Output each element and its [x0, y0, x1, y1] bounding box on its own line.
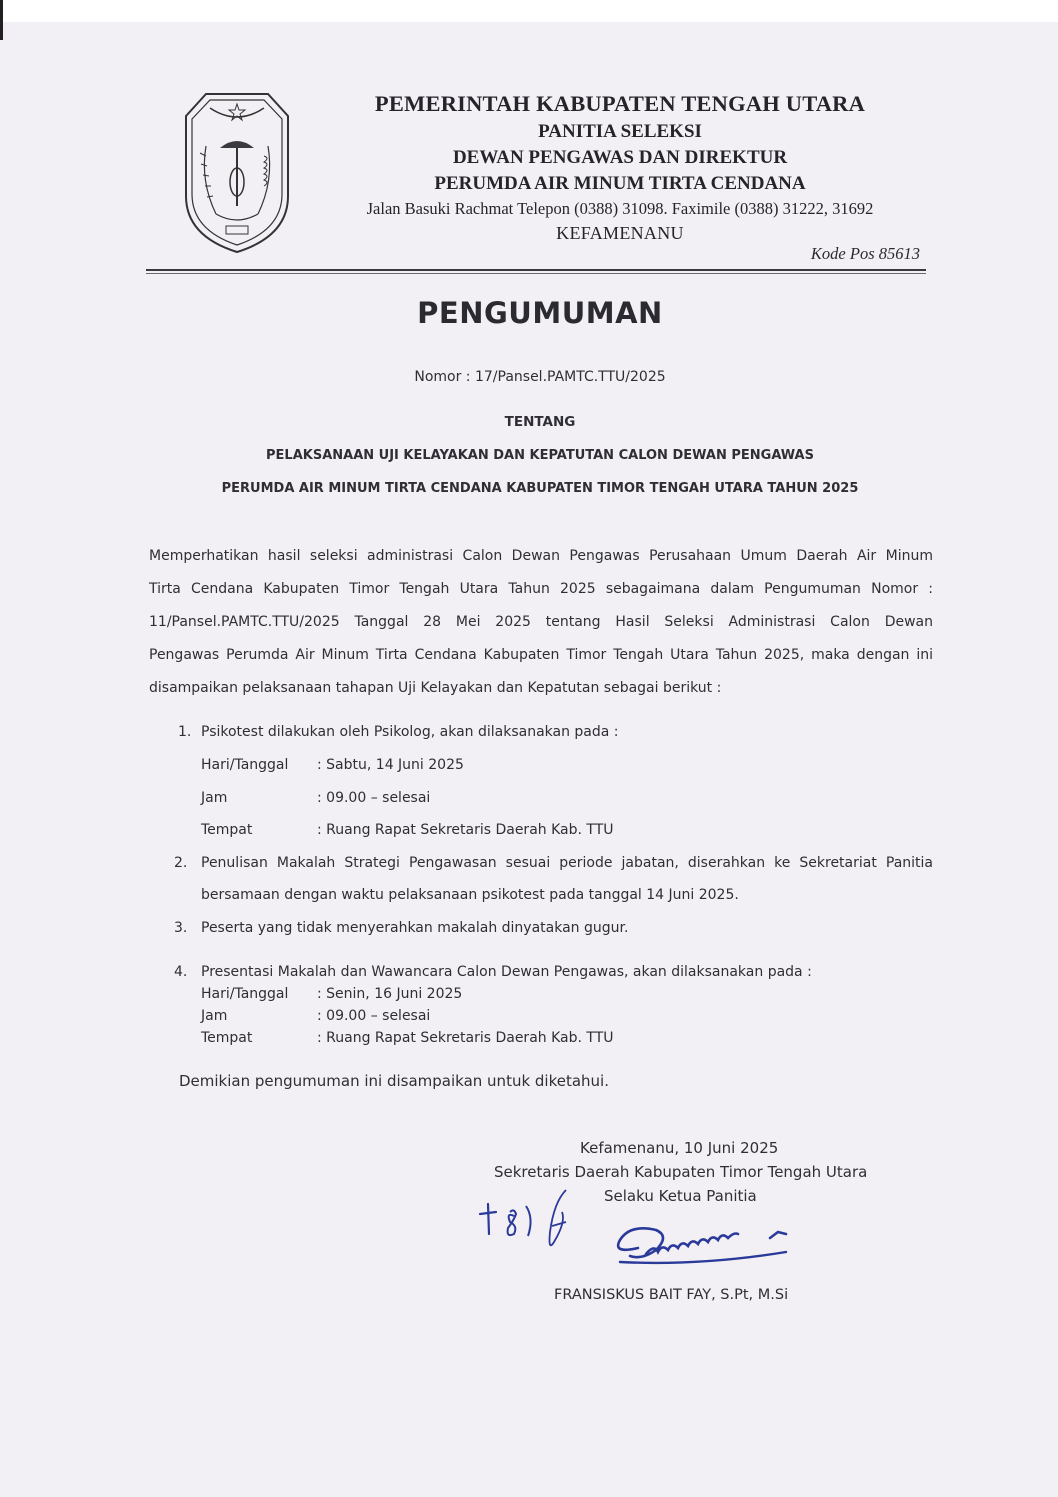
- item-4-date-value: : Senin, 16 Juni 2025: [317, 986, 463, 1002]
- item-4-place-value: : Ruang Rapat Sekretaris Daerah Kab. TTU: [317, 1030, 614, 1046]
- letterhead-address: Jalan Basuki Rachmat Telepon (0388) 31098. Faximile (0388) 31222, 31692: [366, 199, 874, 218]
- item-2-line-2: bersamaan dengan waktu pelaksanaan psikotest pada tanggal 14 Juni 2025.: [201, 887, 739, 903]
- letterhead-committee: PANITIA SELEKSI: [538, 121, 702, 142]
- item-1-place-value: : Ruang Rapat Sekretaris Daerah Kab. TTU: [317, 822, 614, 838]
- item-1-place-label: Tempat: [201, 822, 253, 838]
- item-3-text: Peserta yang tidak menyerahkan makalah dinyatakan gugur.: [201, 920, 629, 936]
- item-4-date-label: Hari/Tanggal: [201, 986, 289, 1002]
- place-date: Kefamenanu, 10 Juni 2025: [580, 1139, 779, 1157]
- list-number: 4.: [174, 964, 188, 980]
- item-4-time-label: Jam: [201, 1008, 228, 1024]
- item-1-time-label: Jam: [201, 790, 228, 806]
- item-4-text: Presentasi Makalah dan Wawancara Calon Dewan Pengawas, akan dilaksanakan pada :: [201, 964, 812, 980]
- intro-line: Memperhatikan hasil seleksi administrasi Calon Dewan Pengawas Perusahaan Umum Daerah Air Minum: [149, 548, 933, 564]
- item-1-time-value: : 09.00 – selesai: [317, 790, 431, 806]
- item-2-line-1: Penulisan Makalah Strategi Pengawasan sesuai periode jabatan, diserahkan ke Sekretariat Panitia: [201, 855, 933, 871]
- scan-border: [0, 0, 1058, 22]
- list-number: 2.: [174, 855, 188, 871]
- letterhead-city: KEFAMENANU: [556, 223, 684, 243]
- item-1-date-value: : Sabtu, 14 Juni 2025: [317, 757, 464, 773]
- signatory-name: FRANSISKUS BAIT FAY, S.Pt, M.Si: [554, 1287, 789, 1303]
- postal-code: Kode Pos 85613: [810, 244, 920, 263]
- list-number: 3.: [174, 920, 188, 936]
- item-4-time-value: : 09.00 – selesai: [317, 1008, 431, 1024]
- intro-line: Pengawas Perumda Air Minum Tirta Cendana Kabupaten Timor Tengah Utara Tahun 2025, maka dengan ini: [149, 647, 933, 663]
- tentang-heading: TENTANG: [504, 414, 576, 430]
- signatory-role: Selaku Ketua Panitia: [604, 1187, 757, 1205]
- document-title: PENGUMUMAN: [417, 296, 663, 330]
- item-1-date-label: Hari/Tanggal: [201, 757, 289, 773]
- list-number: 1.: [178, 724, 192, 740]
- regency-emblem-logo: [176, 86, 298, 256]
- handwritten-signature: [470, 1182, 800, 1282]
- document-number: Nomor : 17/Pansel.PAMTC.TTU/2025: [414, 369, 666, 385]
- intro-line: disampaikan pelaksanaan tahapan Uji Kelayakan dan Kepatutan sebagai berikut :: [149, 680, 722, 696]
- letterhead-rule-thin: [146, 273, 926, 274]
- letterhead: [300, 88, 940, 245]
- closing-statement: Demikian pengumuman ini disampaikan untuk diketahui.: [179, 1072, 609, 1090]
- subject-line-2: PERUMDA AIR MINUM TIRTA CENDANA KABUPATEN TIMOR TENGAH UTARA TAHUN 2025: [221, 481, 859, 496]
- letterhead-board: DEWAN PENGAWAS DAN DIREKTUR: [452, 147, 788, 168]
- signatory-position: Sekretaris Daerah Kabupaten Timor Tengah Utara: [494, 1163, 868, 1181]
- letterhead-company: PERUMDA AIR MINUM TIRTA CENDANA: [434, 173, 806, 194]
- intro-line: Tirta Cendana Kabupaten Timor Tengah Utara Tahun 2025 sebagaimana dalam Pengumuman Nomor :: [149, 581, 933, 597]
- letterhead-rule: [146, 269, 926, 271]
- scan-mark: [0, 0, 3, 40]
- subject-line-1: PELAKSANAAN UJI KELAYAKAN DAN KEPATUTAN CALON DEWAN PENGAWAS: [266, 448, 814, 463]
- intro-line: 11/Pansel.PAMTC.TTU/2025 Tanggal 28 Mei 2025 tentang Hasil Seleksi Administrasi Calon Dewan: [149, 614, 933, 630]
- letterhead-government: PEMERINTAH KABUPATEN TENGAH UTARA: [374, 91, 866, 116]
- item-4-place-label: Tempat: [201, 1030, 253, 1046]
- item-1-text: Psikotest dilakukan oleh Psikolog, akan dilaksanakan pada :: [201, 724, 619, 740]
